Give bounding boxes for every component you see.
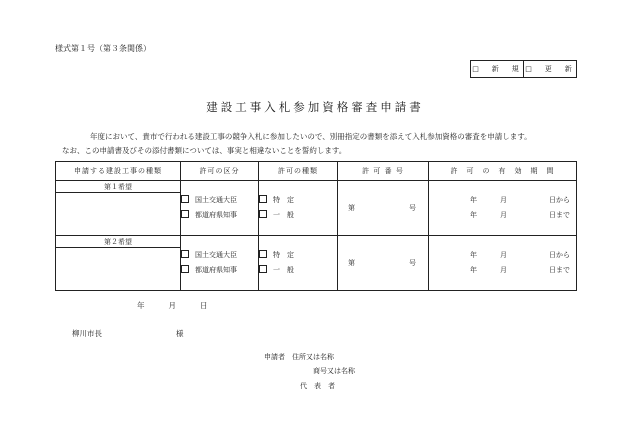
date-day: 日 — [200, 301, 208, 310]
preference-2-label: 第２希望 — [56, 236, 181, 248]
checkbox-icon[interactable] — [181, 250, 189, 258]
table-header-row — [56, 162, 577, 181]
application-date[interactable] — [137, 300, 232, 311]
checkbox-icon[interactable] — [259, 250, 267, 258]
period-month: 月 — [500, 196, 507, 204]
applicant-address-label: 申請者 住所又は名称 — [264, 353, 334, 361]
period-month: 月 — [500, 266, 507, 274]
header-permit-number: 許 可 番 号 — [338, 162, 429, 181]
intro-line-1: 年度において、貴市で行われる建設工事の競争入札に参加したいので、別冊指定の書類を添えて入札参加資格の審査を申請します。 — [90, 132, 532, 141]
preference-1-label: 第１希望 — [56, 181, 181, 193]
applicant-representative-label: 代 表 者 — [300, 382, 335, 390]
header-work-type: 申請する建設工事の種類 — [56, 162, 181, 181]
preference-1-permit-type — [259, 181, 338, 236]
period-month: 月 — [500, 251, 507, 259]
option-label: 一 般 — [273, 266, 294, 274]
application-type-box — [470, 60, 577, 78]
period-year: 年 — [470, 251, 477, 259]
option-label: 都道府県知事 — [195, 266, 237, 274]
header-permit-type: 許可の種類 — [259, 162, 338, 181]
period-day: 日から — [549, 196, 570, 204]
preference-2-work-type-input[interactable] — [56, 248, 181, 291]
checkbox-icon[interactable] — [259, 265, 267, 273]
intro-line-2: なお、この申請書及びその添付書類については、事実と相違ないことを誓約します。 — [62, 146, 347, 155]
document-title: 建設工事入札参加資格審査申請書 — [206, 100, 424, 114]
option-label: 特 定 — [273, 251, 294, 259]
new-application-checkbox[interactable]: □ 新 規 — [472, 65, 522, 73]
number-suffix: 号 — [409, 259, 416, 267]
checkbox-icon[interactable] — [259, 195, 267, 203]
preference-2-permit-class — [181, 236, 259, 291]
period-day: 日から — [549, 251, 570, 259]
applicant-trade-name-label: 商号又は名称 — [313, 367, 355, 375]
period-day: 日まで — [549, 211, 570, 219]
date-month: 月 — [168, 301, 176, 310]
preference-2-permit-number[interactable] — [338, 236, 429, 291]
period-year: 年 — [470, 211, 477, 219]
addressee-honorific: 様 — [176, 329, 184, 338]
number-prefix: 第 — [348, 259, 355, 267]
checkbox-icon[interactable] — [181, 210, 189, 218]
option-label: 国土交通大臣 — [195, 196, 237, 204]
preference-2-permit-type — [259, 236, 338, 291]
preference-1-permit-class — [181, 181, 259, 236]
preference-1-permit-number[interactable] — [338, 181, 429, 236]
checkbox-icon[interactable] — [259, 210, 267, 218]
number-prefix: 第 — [348, 204, 355, 212]
period-year: 年 — [470, 266, 477, 274]
option-label: 一 般 — [273, 211, 294, 219]
number-suffix: 号 — [409, 204, 416, 212]
application-table — [55, 161, 577, 291]
checkbox-icon[interactable] — [181, 265, 189, 273]
table-row — [56, 181, 577, 193]
preference-2-validity-period[interactable] — [429, 236, 577, 291]
preference-1-validity-period[interactable] — [429, 181, 577, 236]
header-permit-class: 許可の区分 — [181, 162, 259, 181]
option-label: 都道府県知事 — [195, 211, 237, 219]
header-validity-period: 許 可 の 有 効 期 間 — [429, 162, 577, 181]
addressee-name: 柳川市長 — [72, 329, 102, 338]
period-day: 日まで — [549, 266, 570, 274]
option-label: 特 定 — [273, 196, 294, 204]
option-label: 国土交通大臣 — [195, 251, 237, 259]
renewal-application-checkbox[interactable]: □ 更 新 — [523, 61, 576, 77]
table-row — [56, 236, 577, 248]
form-number: 様式第１号（第３条関係） — [55, 44, 151, 53]
checkbox-icon[interactable] — [181, 195, 189, 203]
period-year: 年 — [470, 196, 477, 204]
preference-1-work-type-input[interactable] — [56, 193, 181, 236]
period-month: 月 — [500, 211, 507, 219]
date-year: 年 — [137, 301, 145, 310]
